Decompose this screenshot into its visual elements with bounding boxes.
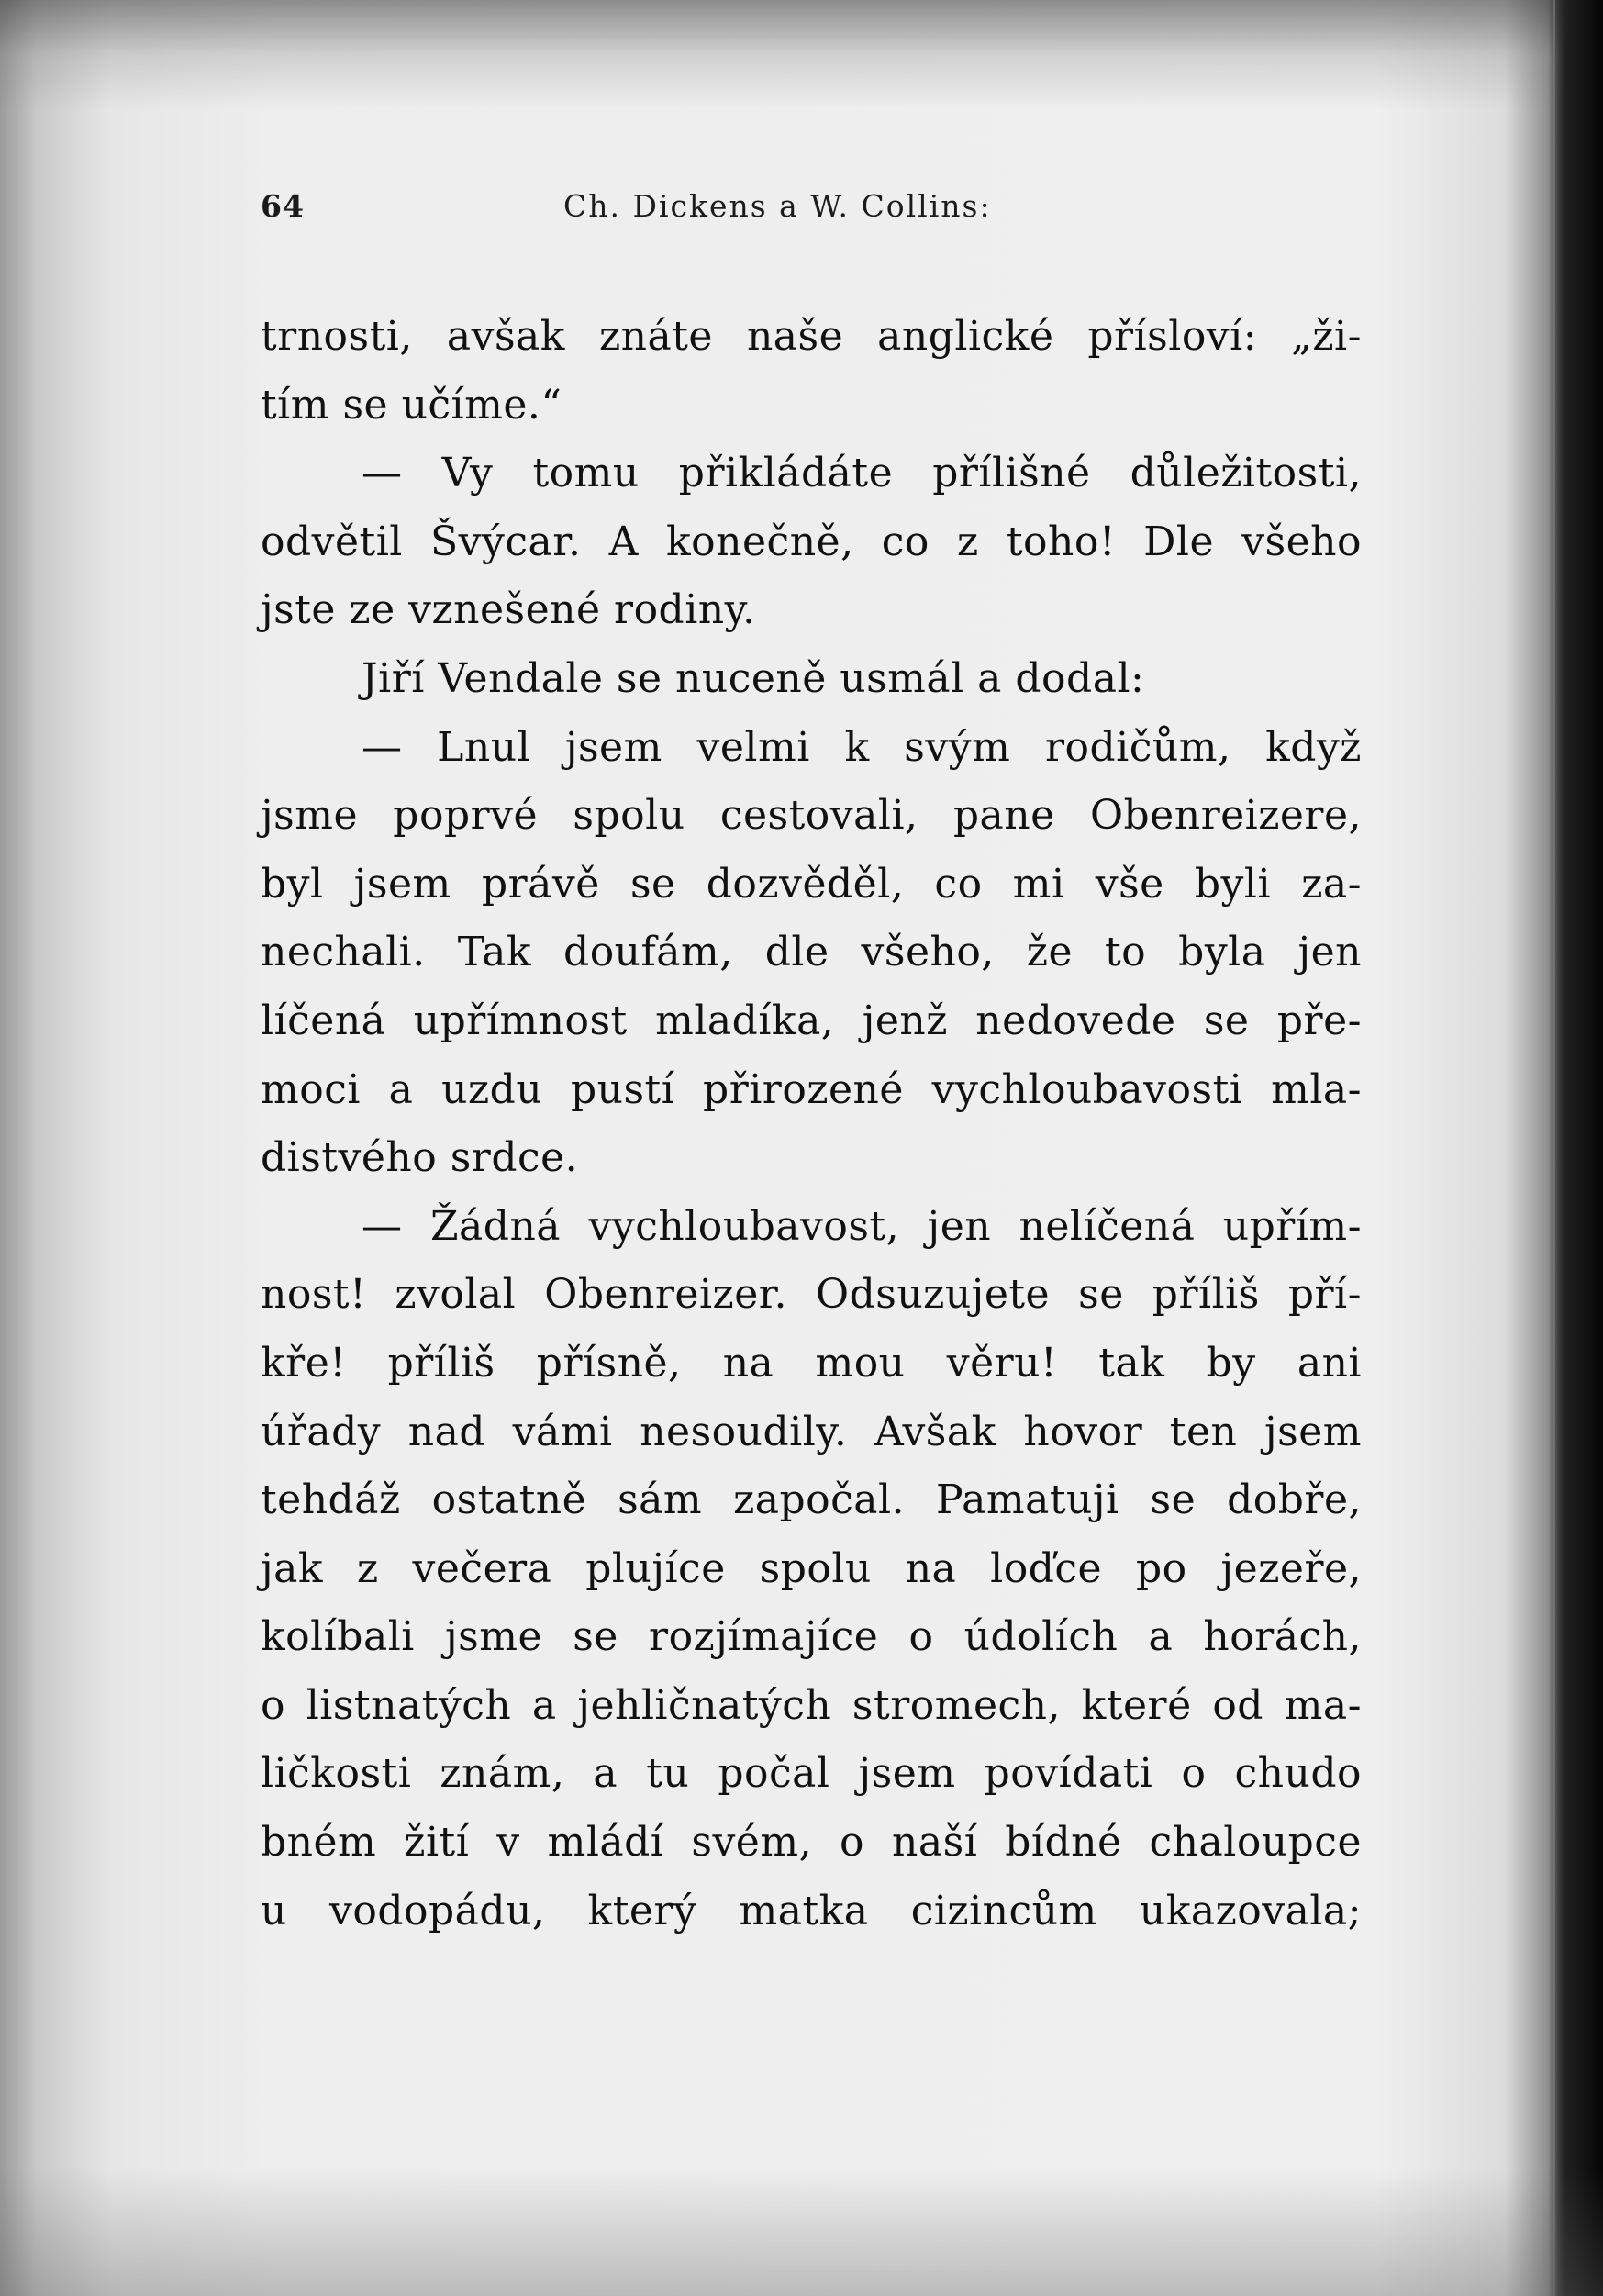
text-line: — Lnul jsem velmi k svým rodičům, když <box>362 723 1362 771</box>
text-line: byl jsem právě se dozvěděl, co mi vše byli za- <box>261 860 1362 908</box>
text-line: tehdáž ostatně sám započal. Pamatuji se dobře, <box>261 1477 1362 1524</box>
running-head-title: Ch. Dickens a W. Collins: <box>563 188 992 224</box>
text-line: Jiří Vendale se nuceně usmál a dodal: <box>362 654 1145 702</box>
text-line: úřady nad vámi nesoudily. Avšak hovor ten jsem <box>261 1408 1362 1455</box>
text-line: distvého srdce. <box>261 1134 579 1182</box>
body-text <box>261 303 1362 1945</box>
text-line: kře! příliš přísně, na mou věru! tak by ani <box>261 1339 1362 1387</box>
text-line: o listnatých a jehličnatých stromech, které od ma- <box>261 1681 1362 1729</box>
running-head <box>261 188 1378 230</box>
text-line: u vodopádu, který matka cizincům ukazovala; <box>261 1887 1362 1934</box>
text-line: ličkosti znám, a tu počal jsem povídati o chudo <box>261 1750 1362 1798</box>
text-line: tím se učíme.“ <box>261 381 562 429</box>
text-line: odvětil Švýcar. A konečně, co z toho! Dle všeho <box>261 518 1362 565</box>
text-line: jsme poprvé spolu cestovali, pane Obenreizere, <box>261 792 1362 840</box>
text-line: kolíbali jsme se rozjímajíce o údolích a horách, <box>261 1613 1362 1661</box>
text-line: jak z večera plujíce spolu na loďce po jezeře, <box>261 1544 1362 1592</box>
text-line: — Žádná vychloubavost, jen nelíčená upřím- <box>362 1202 1362 1250</box>
text-line: trnosti, avšak znáte naše anglické přísloví: „ži- <box>261 313 1362 360</box>
book-spine-shadow <box>1548 0 1603 2296</box>
text-line: líčená upřímnost mladíka, jenž nedovede se pře- <box>261 997 1362 1044</box>
text-line: nechali. Tak doufám, dle všeho, že to byla jen <box>261 929 1362 976</box>
text-line: nost! zvolal Obenreizer. Odsuzujete se příliš pří- <box>261 1271 1362 1319</box>
text-line: bném žití v mládí svém, o naší bídné chaloupce <box>261 1819 1362 1867</box>
text-line: — Vy tomu přikládáte přílišné důležitosti, <box>362 450 1362 497</box>
text-line: jste ze vznešené rodiny. <box>261 586 756 634</box>
text-line: moci a uzdu pustí přirozené vychloubavosti mla- <box>261 1065 1362 1113</box>
page-number: 64 <box>261 188 305 224</box>
